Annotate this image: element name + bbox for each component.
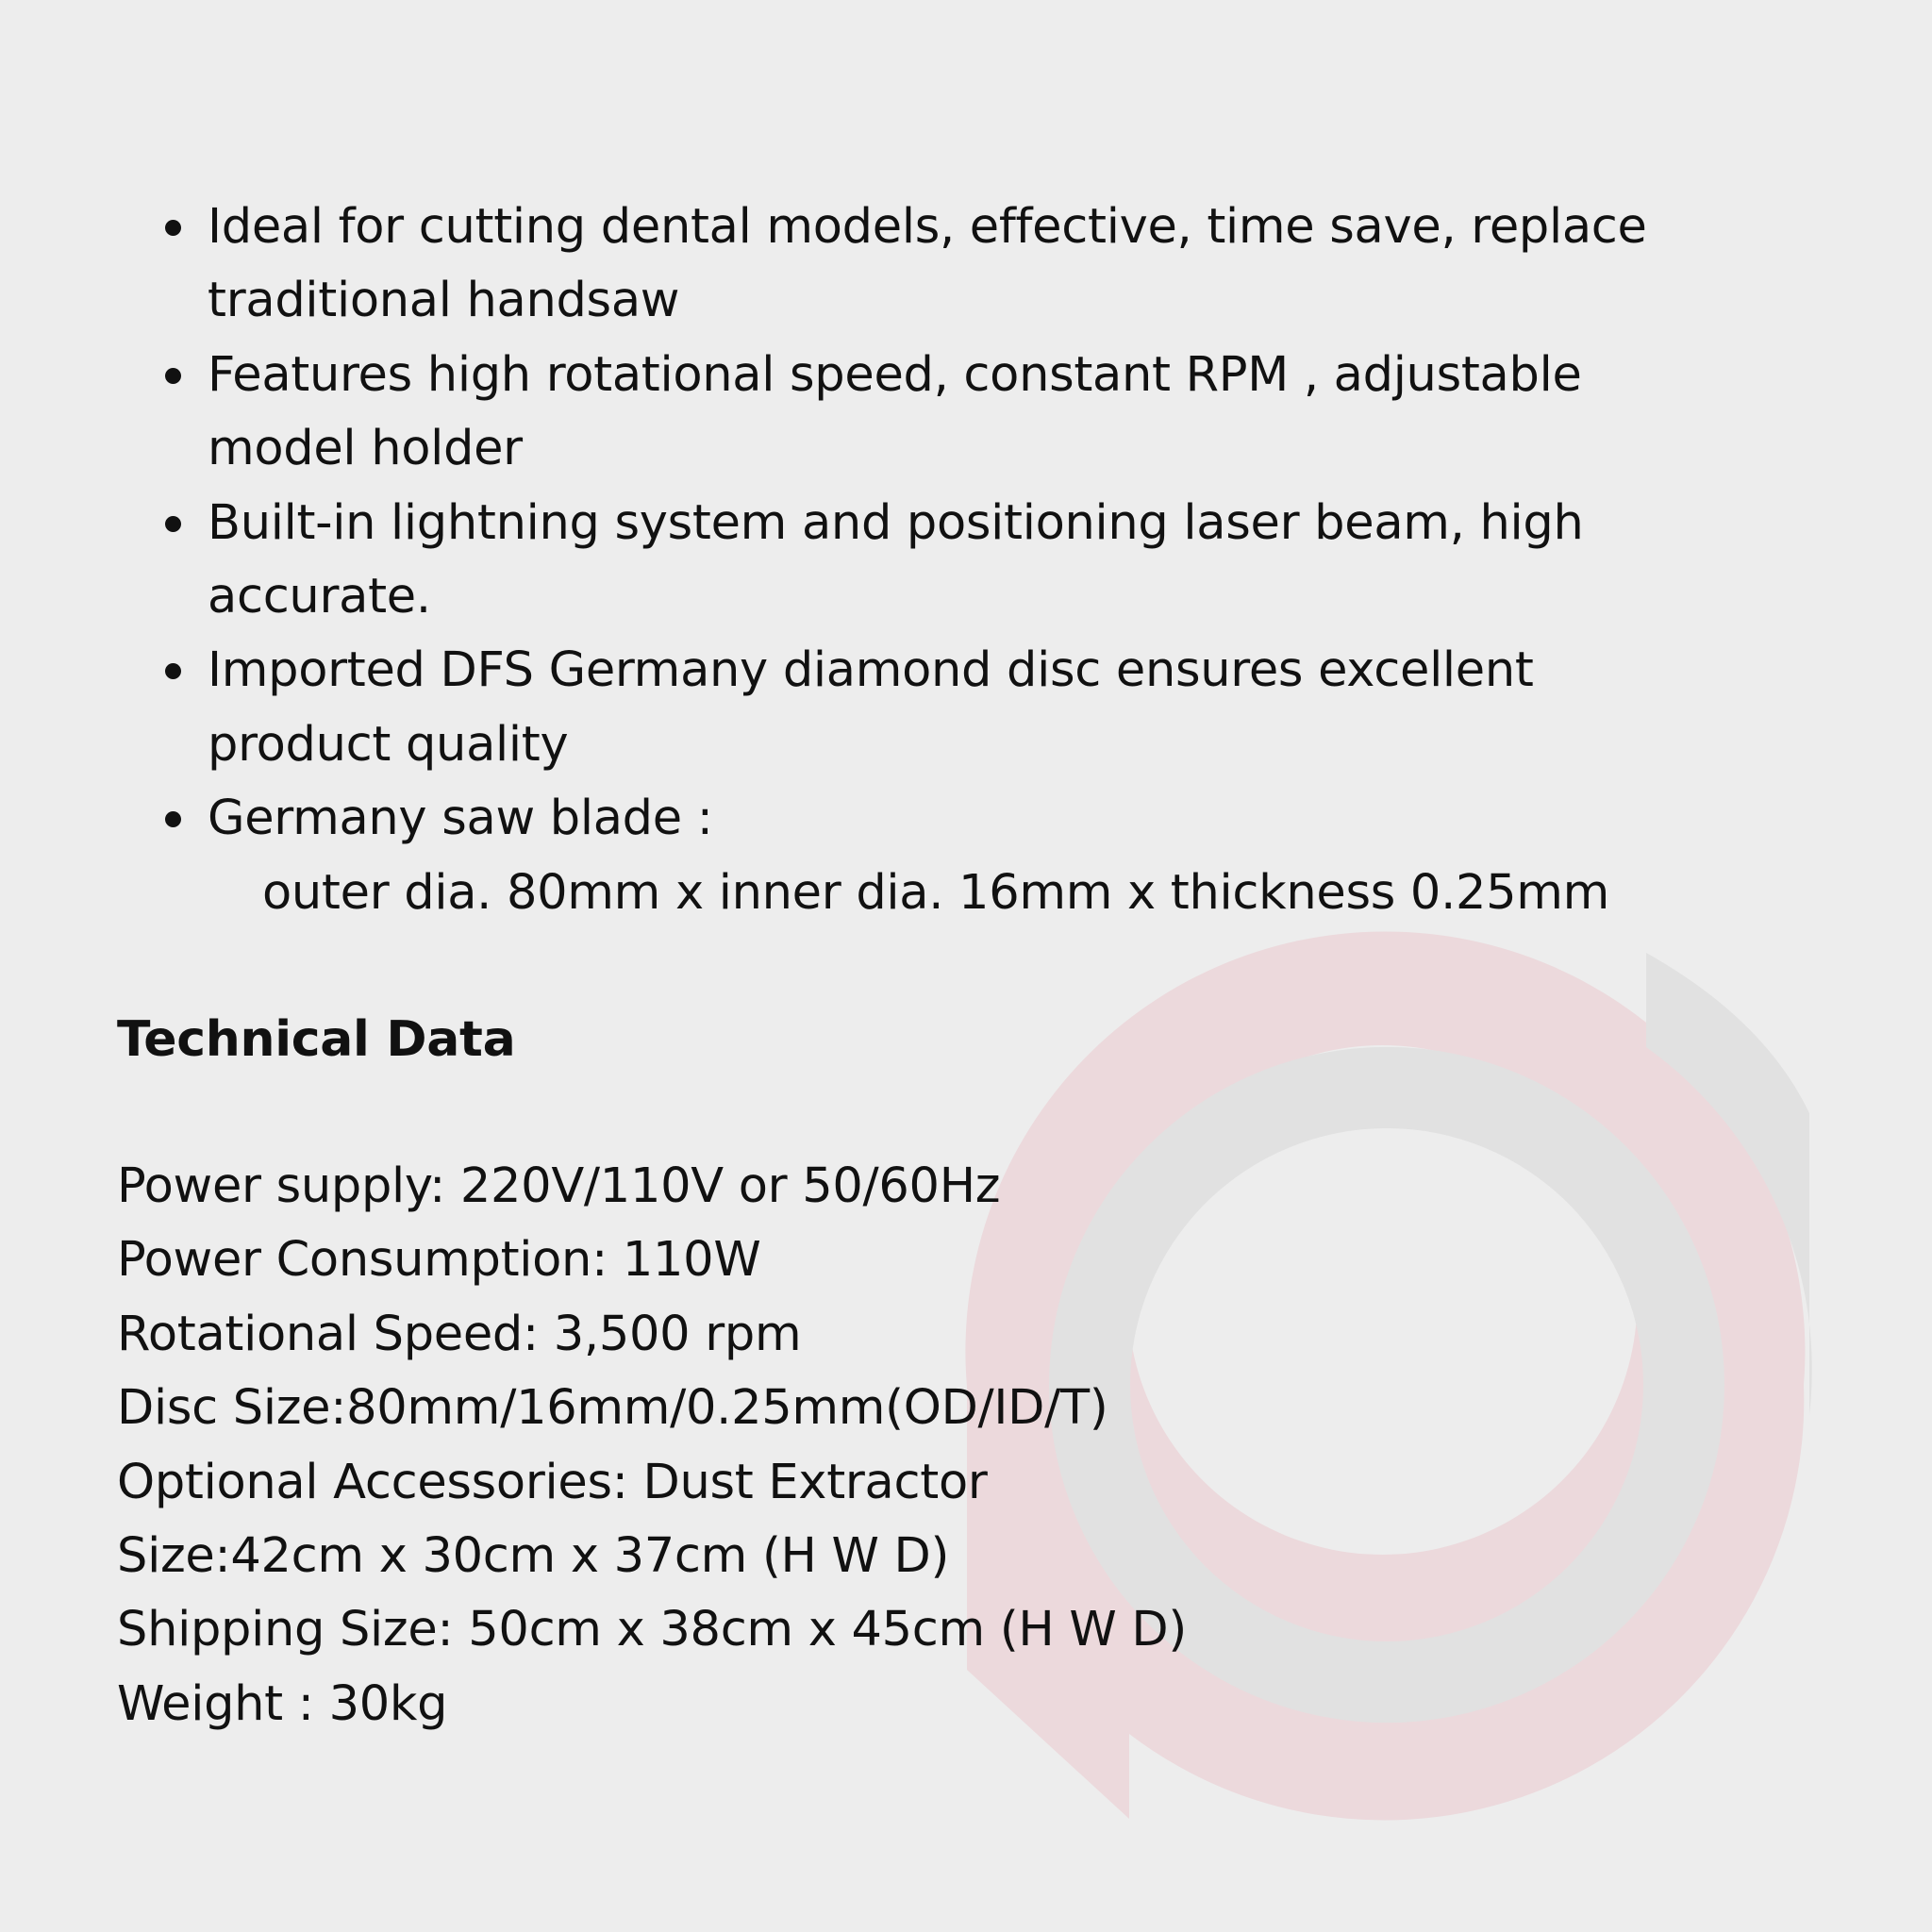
bullet-icon: [165, 663, 181, 679]
technical-data-heading: Technical Data: [117, 1011, 516, 1068]
spec-list: [117, 1150, 1187, 1741]
feature-text: Imported DFS Germany diamond disc ensures excellent product quality: [208, 642, 1534, 773]
spec-power-supply: Power supply: 220V/110V or 50/60Hz: [117, 1158, 1001, 1214]
spec-disc-size: Disc Size:80mm/16mm/0.25mm(OD/ID/T): [117, 1380, 1108, 1437]
bullet-icon: [165, 368, 181, 384]
feature-item: [165, 339, 1769, 487]
spec-shipping-size: Shipping Size: 50cm x 38cm x 45cm (H W D): [117, 1602, 1188, 1658]
spec-power-consumption: Power Consumption: 110W: [117, 1232, 761, 1289]
feature-item: [165, 191, 1769, 339]
spec-optional-accessories: Optional Accessories: Dust Extractor: [117, 1454, 988, 1510]
feature-text: Ideal for cutting dental models, effective, time save, replace traditional handsaw: [208, 199, 1647, 329]
feature-text: Germany saw blade :: [208, 791, 713, 847]
feature-list: [165, 191, 1769, 930]
feature-subtext: outer dia. 80mm x inner dia. 16mm x thickness 0.25mm: [262, 864, 1610, 921]
feature-text: Features high rotational speed, constant RPM , adjustable model holder: [208, 346, 1582, 477]
bullet-icon: [165, 811, 181, 827]
spec-weight: Weight : 30kg: [117, 1675, 448, 1732]
spec-rotational-speed: Rotational Speed: 3,500 rpm: [117, 1306, 802, 1362]
bullet-icon: [165, 516, 181, 532]
feature-item: [165, 634, 1769, 782]
feature-item: [165, 782, 1769, 930]
feature-text: Built-in lightning system and positioning laser beam, high accurate.: [208, 494, 1584, 625]
feature-item: [165, 487, 1769, 635]
bullet-icon: [165, 220, 181, 236]
spec-size: Size:42cm x 30cm x 37cm (H W D): [117, 1528, 950, 1585]
